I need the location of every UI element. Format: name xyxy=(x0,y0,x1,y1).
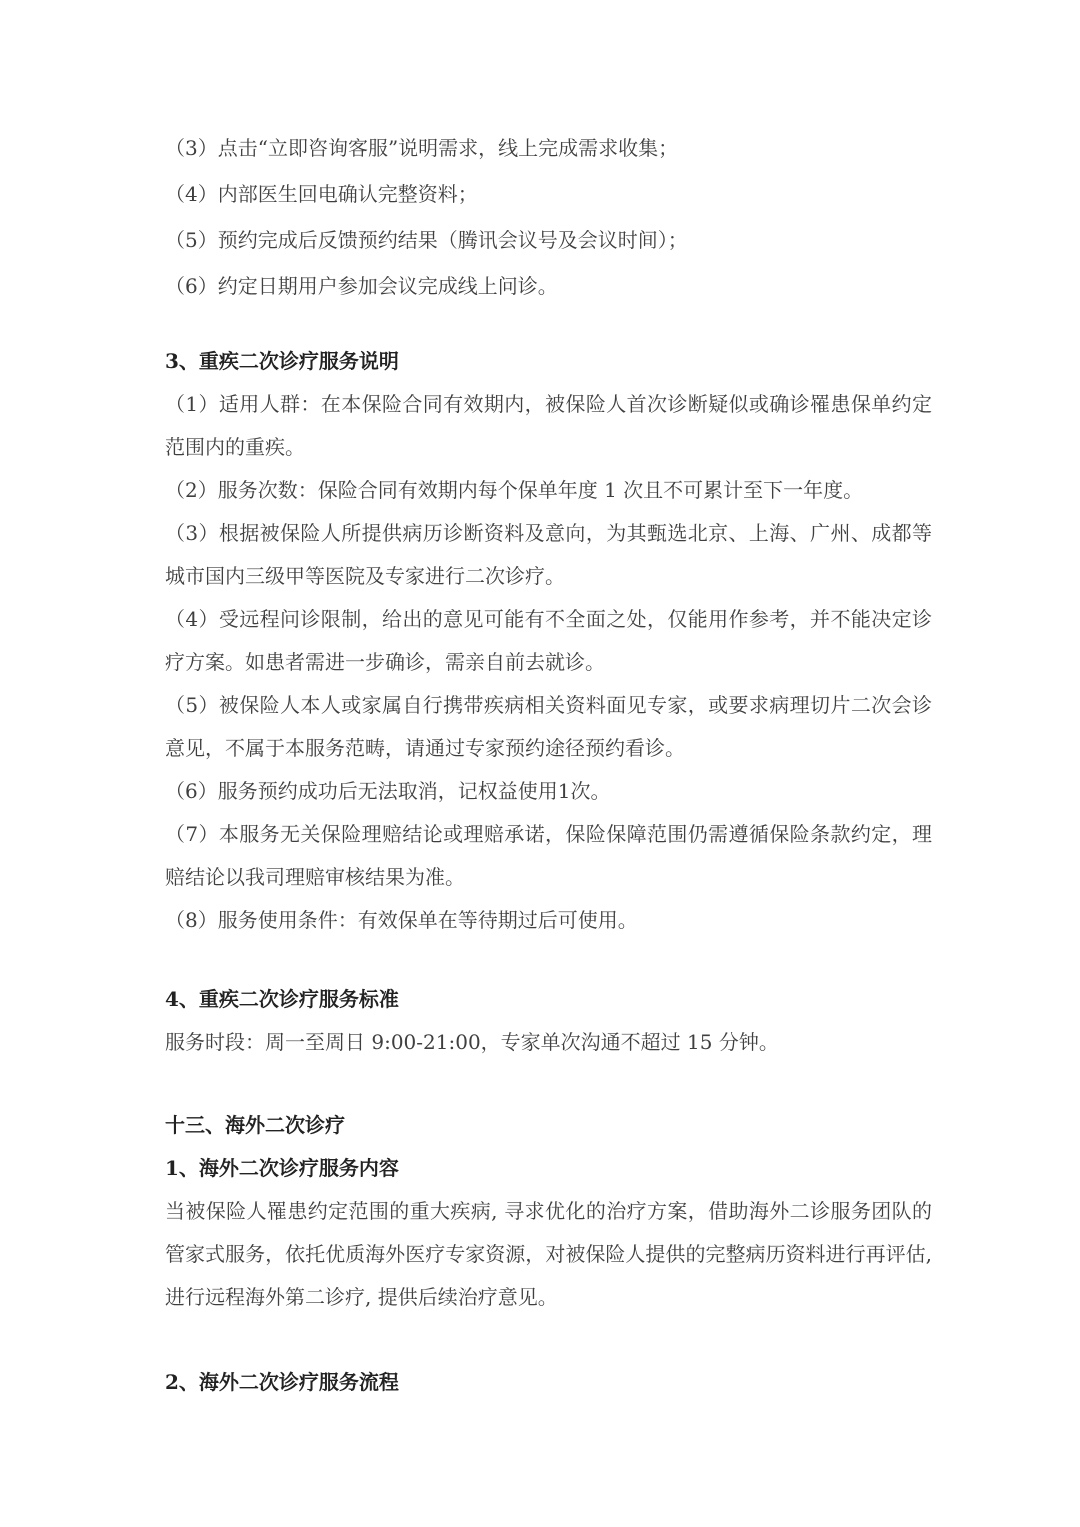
procedure-steps-list xyxy=(165,125,932,309)
service-note-8: （8）服务使用条件：有效保单在等待期过后可使用。 xyxy=(165,908,638,932)
chapter-heading-overseas: 十三、海外二次诊疗 xyxy=(165,1113,345,1137)
procedure-step-4: （4）内部医生回电确认完整资料； xyxy=(165,182,478,206)
section-heading-service-notes: 3、重疾二次诊疗服务说明 xyxy=(165,349,399,373)
service-note-4: （4）受远程问诊限制，给出的意见可能有不全面之处，仅能用作参考，并不能决定诊疗方案。如患者需进一步确诊，需亲自前去就诊。 xyxy=(165,607,932,674)
service-note-2: （2）服务次数：保险合同有效期内每个保单年度 1 次且不可累计至下一年度。 xyxy=(165,478,864,502)
service-note-7: （7）本服务无关保险理赔结论或理赔承诺，保险保障范围仍需遵循保险条款约定，理赔结论以我司理赔审核结果为准。 xyxy=(165,822,932,889)
procedure-step-5: （5）预约完成后反馈预约结果（腾讯会议号及会议时间）； xyxy=(165,228,688,252)
service-note-1: （1）适用人群：在本保险合同有效期内，被保险人首次诊断疑似或确诊罹患保单约定范围内的重疾。 xyxy=(165,392,932,459)
service-note-3: （3）根据被保险人所提供病历诊断资料及意向，为其甄选北京、上海、广州、成都等城市国内三级甲等医院及专家进行二次诊疗。 xyxy=(165,521,932,588)
section-heading-overseas-content: 1、海外二次诊疗服务内容 xyxy=(165,1156,399,1180)
procedure-step-3: （3）点击“立即咨询客服”说明需求，线上完成需求收集； xyxy=(165,136,679,160)
section-service-notes xyxy=(165,383,932,942)
procedure-step-6: （6）约定日期用户参加会议完成线上问诊。 xyxy=(165,274,558,298)
service-standard-text: 服务时段：周一至周日 9:00-21:00，专家单次沟通不超过 15 分钟。 xyxy=(165,1030,779,1054)
service-note-6: （6）服务预约成功后无法取消，记权益使用1次。 xyxy=(165,779,611,803)
section-heading-service-standard: 4、重疾二次诊疗服务标准 xyxy=(165,987,399,1011)
section-heading-overseas-process: 2、海外二次诊疗服务流程 xyxy=(165,1370,399,1394)
service-note-5: （5）被保险人本人或家属自行携带疾病相关资料面见专家，或要求病理切片二次会诊意见，不属于本服务范畴，请通过专家预约途径预约看诊。 xyxy=(165,693,932,760)
overseas-content-text: 当被保险人罹患约定范围的重大疾病, 寻求优化的治疗方案，借助海外二诊服务团队的管家式服务，依托优质海外医疗专家资源，对被保险人提供的完整病历资料进行再评估, 进行远程海外第二诊疗, 提供后续治疗意见。 xyxy=(165,1199,932,1309)
